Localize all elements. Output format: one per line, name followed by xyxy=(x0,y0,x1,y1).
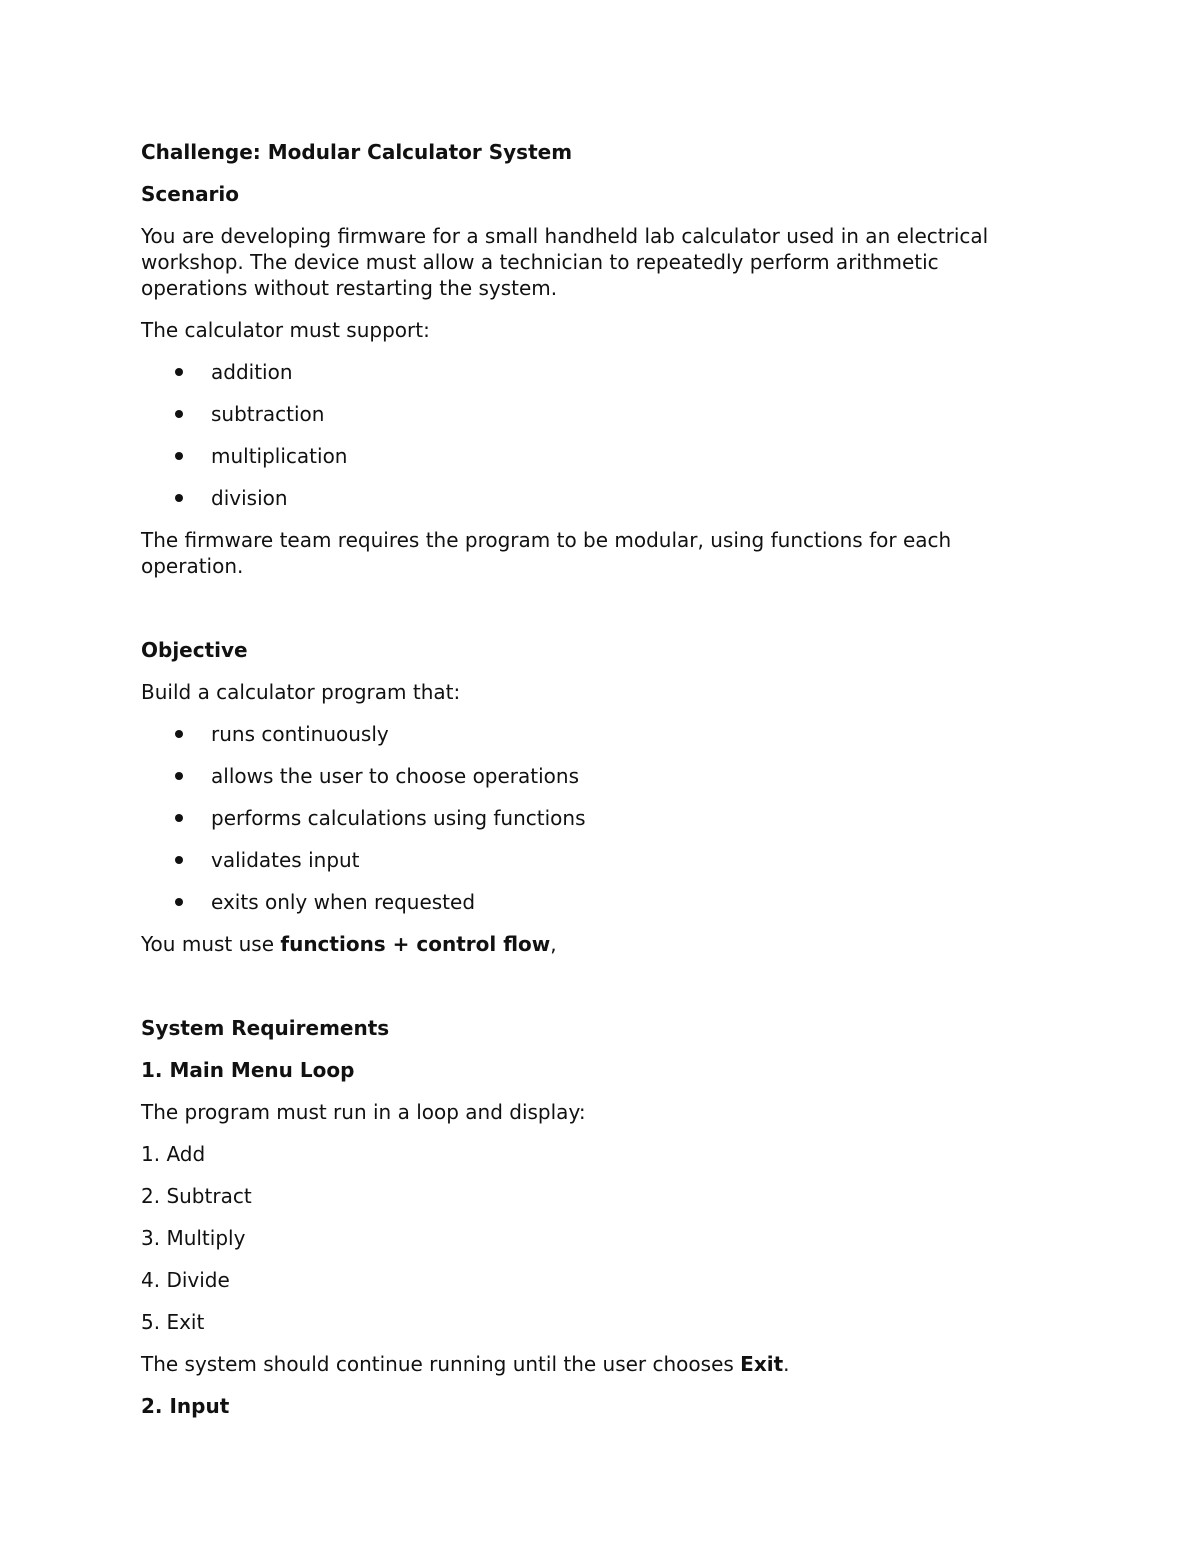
list-item-text: exits only when requested xyxy=(211,890,476,914)
bullet-icon xyxy=(175,730,183,738)
list-item xyxy=(141,359,1051,385)
continue-suffix: . xyxy=(783,1352,790,1376)
list-item-text: validates input xyxy=(211,848,360,872)
list-item xyxy=(141,721,1051,747)
menu-line-multiply: 3. Multiply xyxy=(141,1226,246,1250)
document-body xyxy=(141,139,1051,1435)
modular-note: The firmware team requires the program to be modular, using functions for each operation. xyxy=(141,528,952,578)
menu-line-divide: 4. Divide xyxy=(141,1268,230,1292)
list-item-text: runs continuously xyxy=(211,722,389,746)
must-use-prefix: You must use xyxy=(141,932,281,956)
bullet-icon xyxy=(175,772,183,780)
objective-heading: Objective xyxy=(141,638,248,662)
bullet-icon xyxy=(175,898,183,906)
continue-bold: Exit xyxy=(740,1352,784,1376)
main-menu-intro: The program must run in a loop and display: xyxy=(141,1100,586,1124)
continue-line xyxy=(141,1351,1051,1377)
scenario-heading: Scenario xyxy=(141,182,240,206)
bullet-icon xyxy=(175,452,183,460)
list-item xyxy=(141,847,1051,873)
list-item xyxy=(141,485,1051,511)
list-item-text: performs calculations using functions xyxy=(211,806,586,830)
list-item xyxy=(141,401,1051,427)
list-item xyxy=(141,443,1051,469)
bullet-icon xyxy=(175,368,183,376)
bullet-icon xyxy=(175,494,183,502)
section-spacer xyxy=(141,595,1051,637)
must-use-bold: functions + control flow xyxy=(280,932,551,956)
requirements-heading: System Requirements xyxy=(141,1016,390,1040)
main-menu-loop-heading: 1. Main Menu Loop xyxy=(141,1058,355,1082)
objective-list xyxy=(141,721,1051,915)
bullet-icon xyxy=(175,856,183,864)
must-use-line xyxy=(141,931,1051,957)
list-item xyxy=(141,889,1051,915)
must-use-suffix: , xyxy=(550,932,557,956)
menu-line-subtract: 2. Subtract xyxy=(141,1184,252,1208)
objective-intro: Build a calculator program that: xyxy=(141,680,461,704)
list-item xyxy=(141,805,1051,831)
list-item xyxy=(141,763,1051,789)
support-intro: The calculator must support: xyxy=(141,318,430,342)
menu-line-add: 1. Add xyxy=(141,1142,206,1166)
section-spacer xyxy=(141,973,1051,1015)
list-item-text: allows the user to choose operations xyxy=(211,764,580,788)
bullet-icon xyxy=(175,814,183,822)
operations-list xyxy=(141,359,1051,511)
list-item-text: subtraction xyxy=(211,402,325,426)
input-heading: 2. Input xyxy=(141,1394,230,1418)
bullet-icon xyxy=(175,410,183,418)
list-item-text: addition xyxy=(211,360,293,384)
list-item-text: multiplication xyxy=(211,444,348,468)
scenario-paragraph: You are developing firmware for a small handheld lab calculator used in an electrical workshop. The device must allow a technician to repeatedly perform arithmetic operations without restarting the system. xyxy=(141,224,989,300)
continue-prefix: The system should continue running until the user chooses xyxy=(141,1352,741,1376)
document-title: Challenge: Modular Calculator System xyxy=(141,140,573,164)
list-item-text: division xyxy=(211,486,288,510)
menu-line-exit: 5. Exit xyxy=(141,1310,205,1334)
